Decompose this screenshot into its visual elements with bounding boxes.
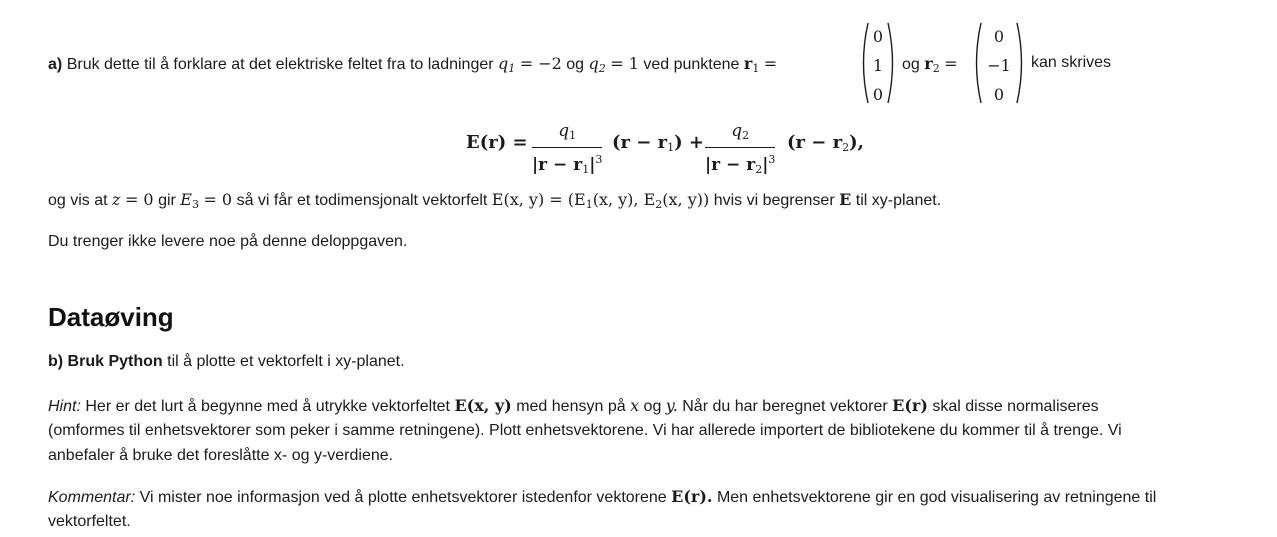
q2-value: = 1 xyxy=(610,54,639,73)
r1-y: 1 xyxy=(872,56,884,75)
E-symbol: E xyxy=(839,190,852,209)
comment-line-1: Kommentar: Vi mister noe informasjon ved å plotte enhetsvektorer istedenfor vektorene E(r). Men enhetsvektorene gir en god visualisering av retningene til xyxy=(48,487,1157,506)
field-expression: E(x, $y) = (E_1(x$, y), $E_2(x$, y)) xyxy=(491,190,710,211)
z-symbol: z xyxy=(112,190,121,209)
og-text-2: og xyxy=(902,56,920,73)
r2-x: 0 xyxy=(993,27,1005,46)
E3-symbol: $E_3$ xyxy=(180,190,199,211)
part-a-line xyxy=(48,54,777,75)
hint-label: Hint: xyxy=(48,398,81,415)
r2-vector xyxy=(979,22,1019,109)
r1-vector xyxy=(866,22,890,109)
og-text: og xyxy=(566,56,585,73)
fraction-2-num: $q_2$ xyxy=(705,121,775,148)
note-text: Du trenger ikke levere noe på denne deloppgaven. xyxy=(48,233,408,250)
r1-z: 0 xyxy=(872,85,884,104)
part-b-label: b) Bruk Python xyxy=(48,353,163,370)
part-a-label: a) xyxy=(48,56,63,73)
q1-symbol: $q_1$ xyxy=(498,54,516,75)
r1-symbol: $r_1$ xyxy=(743,54,760,75)
comment-line-2: vektorfeltet. xyxy=(48,513,131,530)
r1-x: 0 xyxy=(872,27,884,46)
og-r2 xyxy=(902,54,958,75)
hint-line-1: Hint: Her er det lurt å begynne med å utrykke vektorfeltet E(x, y) med hensyn på x og y. Når du har beregnet vektorer E(r) skal disse normaliseres xyxy=(48,396,1099,415)
r2-symbol: $r_2$ xyxy=(924,54,940,75)
part-b-text: til å plotte et vektorfelt i xy-planet. xyxy=(167,353,405,370)
comment-label: Kommentar: xyxy=(48,489,136,506)
fraction-1-num: $q_1$ xyxy=(532,121,602,148)
r1-eq: = xyxy=(763,54,778,73)
fraction-1 xyxy=(532,121,602,180)
hint-line-3: anbefaler å bruke det foreslåtte x- og y-verdiene. xyxy=(48,447,394,464)
equation-tail: $(r - r_2)$, xyxy=(787,132,864,154)
kan-skrives: kan skrives xyxy=(1031,54,1112,71)
r2-z: 0 xyxy=(993,85,1005,104)
part-a-text: Bruk dette til å forklare at det elektriske feltet fra to ladninger xyxy=(66,56,494,73)
q2-symbol: $q_2$ xyxy=(588,54,606,75)
z-line: og vis at z = 0 gir $E_3 = 0$ så vi får et todimensjonalt vektorfelt E(x, $y) = (E_1(x$, y), $E_2(x$, y)) hvis vi begrenser E til xy-planet. xyxy=(48,190,942,211)
ved-punktene-text: ved punktene xyxy=(643,56,740,73)
part-b-line xyxy=(48,352,405,372)
hint-line-2: (omformes til enhetsvektorer som peker i samme retningene). Plott enhetsvektorene. Vi har allerede importert de bibliotekene du kommer til å trenge. Vi xyxy=(48,422,1122,439)
r2-y: −1 xyxy=(987,56,1011,75)
q1-value: = −2 xyxy=(519,54,562,73)
r2-eq: = xyxy=(944,54,958,73)
equation-lhs: E(r) = xyxy=(466,132,528,153)
section-title: Dataøving xyxy=(48,302,174,332)
fraction-2 xyxy=(705,121,775,180)
fraction-2-den: $|r - r_2|^3$ xyxy=(705,153,776,176)
fraction-1-den: $|r - r_1|^3$ xyxy=(532,153,603,176)
equation-mid: $(r - r_1)$ + xyxy=(612,132,704,154)
